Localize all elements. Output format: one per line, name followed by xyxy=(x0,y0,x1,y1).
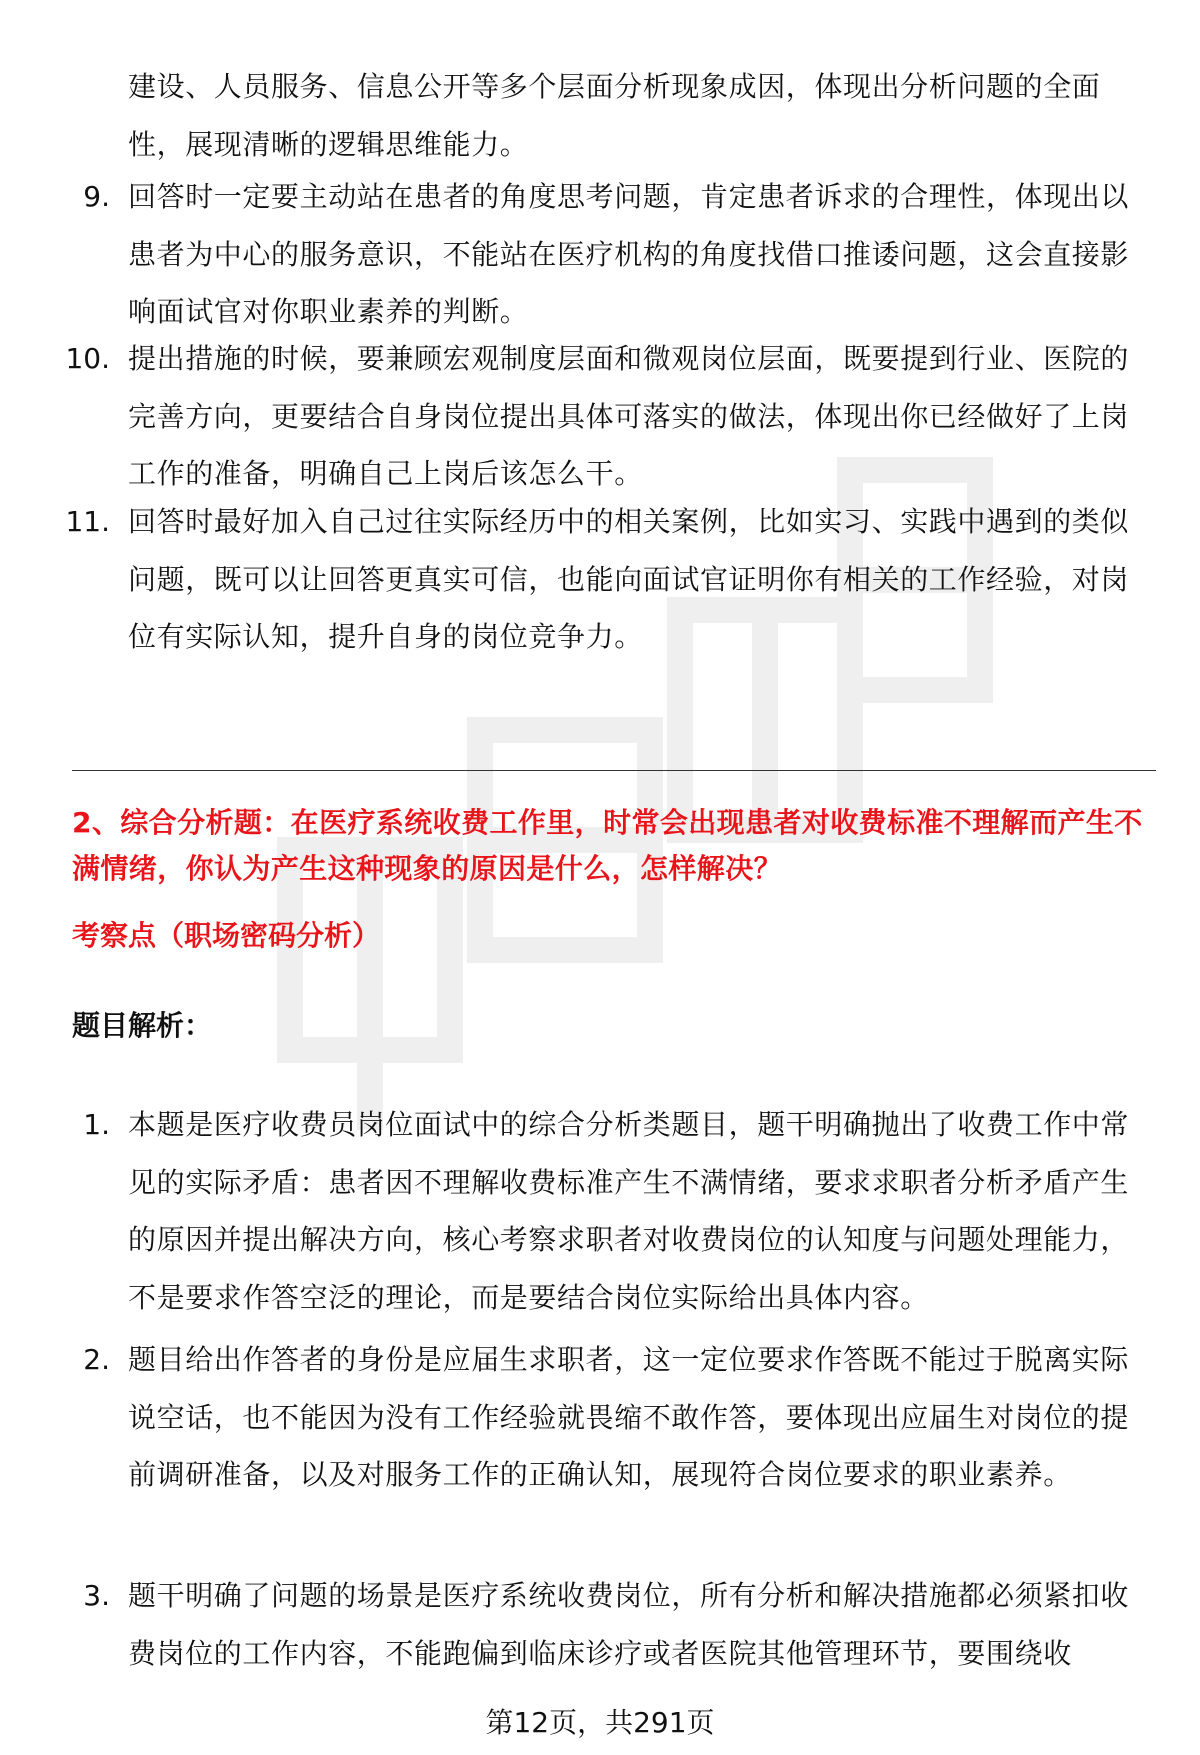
list-text: 回答时一定要主动站在患者的角度思考问题，肯定患者诉求的合理性，体现出以患者为中心的服务意识，不能站在医疗机构的角度找借口推诿问题，这会直接影响面试官对你职业素养的判断。 xyxy=(128,180,1130,328)
section-divider xyxy=(72,770,1156,771)
list-number: 11. xyxy=(65,505,110,538)
list-text: 提出措施的时候，要兼顾宏观制度层面和微观岗位层面，既要提到行业、医院的完善方向，更要结合自身岗位提出具体可落实的做法，体现出你已经做好了上岗工作的准备，明确自己上岗后该怎么干。 xyxy=(128,342,1130,490)
list-text: 题干明确了问题的场景是医疗系统收费岗位，所有分析和解决措施都必须紧扣收费岗位的工作内容，不能跑偏到临床诊疗或者医院其他管理环节，要围绕收 xyxy=(128,1579,1130,1670)
list-text: 回答时最好加入自己过往实际经历中的相关案例，比如实习、实践中遇到的类似问题，既可以让回答更真实可信，也能向面试官证明你有相关的工作经验，对岗位有实际认知，提升自身的岗位竞争力。 xyxy=(128,505,1130,653)
list-number: 3. xyxy=(83,1579,110,1612)
exam-point-heading: 考察点（职场密码分析） xyxy=(72,919,381,952)
list-number: 9. xyxy=(83,180,110,213)
list-number: 1. xyxy=(83,1108,110,1141)
page-footer: 第12页，共291页 xyxy=(485,1706,715,1739)
list-text: 题目给出作答者的身份是应届生求职者，这一定位要求作答既不能过于脱离实际说空话，也不能因为没有工作经验就畏缩不敢作答，要体现出应届生对岗位的提前调研准备，以及对服务工作的正确认知，展现符合岗位要求的职业素养。 xyxy=(128,1343,1130,1491)
list-text: 本题是医疗收费员岗位面试中的综合分析类题目，题干明确抛出了收费工作中常见的实际矛盾：患者因不理解收费标准产生不满情绪，要求求职者分析矛盾产生的原因并提出解决方向，核心考察求职者对收费岗位的认知度与问题处理能力，不是要求作答空泛的理论，而是要结合岗位实际给出具体内容。 xyxy=(128,1108,1130,1314)
continued-paragraph: 建设、人员服务、信息公开等多个层面分析现象成因，体现出分析问题的全面性，展现清晰的逻辑思维能力。 xyxy=(128,70,1101,161)
question-heading: 2、综合分析题：在医疗系统收费工作里，时常会出现患者对收费标准不理解而产生不满情绪，你认为产生这种现象的原因是什么，怎样解决？ xyxy=(72,806,1143,885)
list-number: 2. xyxy=(83,1343,110,1376)
list-number: 10. xyxy=(65,342,110,375)
analysis-heading: 题目解析： xyxy=(72,1009,213,1042)
